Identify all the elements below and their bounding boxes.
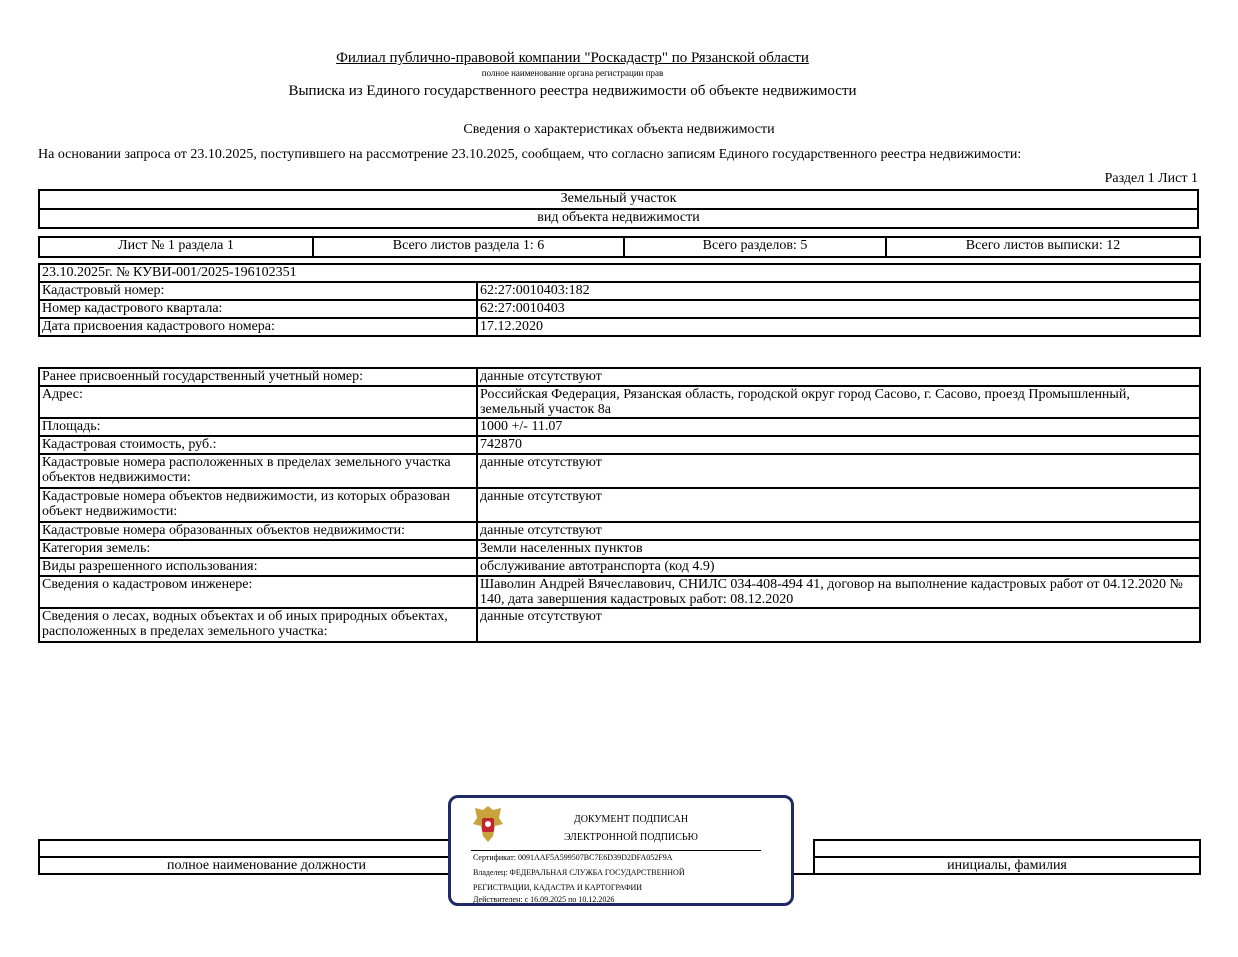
row-label: Номер кадастрового квартала: bbox=[39, 300, 477, 318]
table-row bbox=[39, 282, 1200, 300]
row-label: Ранее присвоенный государственный учетный номер: bbox=[39, 368, 477, 386]
row-label: Площадь: bbox=[39, 418, 477, 436]
position-blank bbox=[39, 840, 494, 857]
row-value: Российская Федерация, Рязанская область, городской округ город Сасово, г. Сасово, проезд Промышленный, земельный участок 8а bbox=[477, 386, 1200, 418]
stamp-divider bbox=[471, 850, 761, 851]
row-label: Адрес: bbox=[39, 386, 477, 418]
row-value: 62:27:0010403:182 bbox=[477, 282, 1200, 300]
row-value: 17.12.2020 bbox=[477, 318, 1200, 336]
name-label: инициалы, фамилия bbox=[814, 857, 1200, 874]
row-label: Кадастровый номер: bbox=[39, 282, 477, 300]
table-row bbox=[39, 418, 1200, 436]
row-value: 62:27:0010403 bbox=[477, 300, 1200, 318]
electronic-signature-stamp bbox=[448, 795, 794, 906]
total-section-sheets: Всего листов раздела 1: 6 bbox=[313, 237, 624, 257]
stamp-owner-line-1: Владелец: ФЕДЕРАЛЬНАЯ СЛУЖБА ГОСУДАРСТВЕННОЙ bbox=[473, 868, 685, 877]
table-row bbox=[39, 540, 1200, 558]
row-label: Кадастровые номера объектов недвижимости, из которых образован объект недвижимости: bbox=[39, 488, 477, 522]
row-value: Шаволин Андрей Вячеславович, СНИЛС 034-408-494 41, договор на выполнение кадастровых работ от 04.12.2020 № 140, дата завершения кадастровых работ: 08.12.2020 bbox=[477, 576, 1200, 608]
details-table bbox=[38, 367, 1201, 643]
stamp-line-2: ЭЛЕКТРОННОЙ ПОДПИСЬЮ bbox=[564, 832, 698, 843]
object-type: Земельный участок bbox=[39, 190, 1198, 209]
position-label: полное наименование должности bbox=[39, 857, 494, 874]
row-label: Кадастровая стоимость, руб.: bbox=[39, 436, 477, 454]
row-label: Виды разрешенного использования: bbox=[39, 558, 477, 576]
row-label: Кадастровые номера образованных объектов недвижимости: bbox=[39, 522, 477, 540]
document-number: 23.10.2025г. № КУВИ-001/2025-196102351 bbox=[39, 264, 1200, 282]
total-extract-sheets: Всего листов выписки: 12 bbox=[886, 237, 1200, 257]
table-row bbox=[39, 576, 1200, 608]
table-row bbox=[39, 558, 1200, 576]
name-blank bbox=[814, 840, 1200, 857]
sheet-number: Лист № 1 раздела 1 bbox=[39, 237, 313, 257]
table-row bbox=[39, 436, 1200, 454]
document-title: Выписка из Единого государственного реестра недвижимости об объекте недвижимости bbox=[288, 83, 857, 99]
table-row bbox=[39, 368, 1200, 386]
stamp-owner-line-2: РЕГИСТРАЦИИ, КАДАСТРА И КАРТОГРАФИИ bbox=[473, 883, 643, 892]
organization-name: Филиал публично-правовой компании "Роскадастр" по Рязанской области bbox=[336, 50, 809, 66]
row-label: Категория земель: bbox=[39, 540, 477, 558]
row-label: Сведения о кадастровом инженере: bbox=[39, 576, 477, 608]
section-title: Сведения о характеристиках объекта недвижимости bbox=[463, 122, 775, 137]
stamp-validity: Действителен: с 16.09.2025 по 10.12.2026 bbox=[473, 895, 615, 904]
stamp-line-1: ДОКУМЕНТ ПОДПИСАН bbox=[573, 814, 689, 825]
row-value: данные отсутствуют bbox=[477, 488, 1200, 522]
row-label: Дата присвоения кадастрового номера: bbox=[39, 318, 477, 336]
table-row bbox=[39, 608, 1200, 642]
section-sheet-indicator: Раздел 1 Лист 1 bbox=[1104, 171, 1198, 186]
row-value: данные отсутствуют bbox=[477, 368, 1200, 386]
row-value: данные отсутствуют bbox=[477, 608, 1200, 642]
table-row bbox=[39, 454, 1200, 488]
table-row bbox=[39, 318, 1200, 336]
table-row bbox=[39, 488, 1200, 522]
table-row bbox=[39, 300, 1200, 318]
row-value: данные отсутствуют bbox=[477, 454, 1200, 488]
table-row bbox=[39, 522, 1200, 540]
row-value: 1000 +/- 11.07 bbox=[477, 418, 1200, 436]
row-value: данные отсутствуют bbox=[477, 522, 1200, 540]
coat-of-arms-icon bbox=[471, 804, 505, 844]
table-row bbox=[39, 386, 1200, 418]
organization-note: полное наименование органа регистрации прав bbox=[481, 68, 664, 78]
identification-table bbox=[38, 263, 1201, 337]
stamp-certificate: Сертификат: 0091AAF5A599507BC7E6D39D2DFA052F9A bbox=[473, 853, 673, 862]
row-value: обслуживание автотранспорта (код 4.9) bbox=[477, 558, 1200, 576]
request-basis: На основании запроса от 23.10.2025, поступившего на рассмотрение 23.10.2025, сообщаем, что согласно записям Единого государственного реестра недвижимости: bbox=[38, 147, 1022, 162]
sheets-table bbox=[38, 236, 1201, 258]
total-sections: Всего разделов: 5 bbox=[624, 237, 886, 257]
object-type-table bbox=[38, 189, 1199, 229]
row-label: Сведения о лесах, водных объектах и об иных природных объектах, расположенных в пределах земельного участка: bbox=[39, 608, 477, 642]
row-value: 742870 bbox=[477, 436, 1200, 454]
row-value: Земли населенных пунктов bbox=[477, 540, 1200, 558]
row-label: Кадастровые номера расположенных в пределах земельного участка объектов недвижимости: bbox=[39, 454, 477, 488]
object-type-note: вид объекта недвижимости bbox=[39, 209, 1198, 228]
